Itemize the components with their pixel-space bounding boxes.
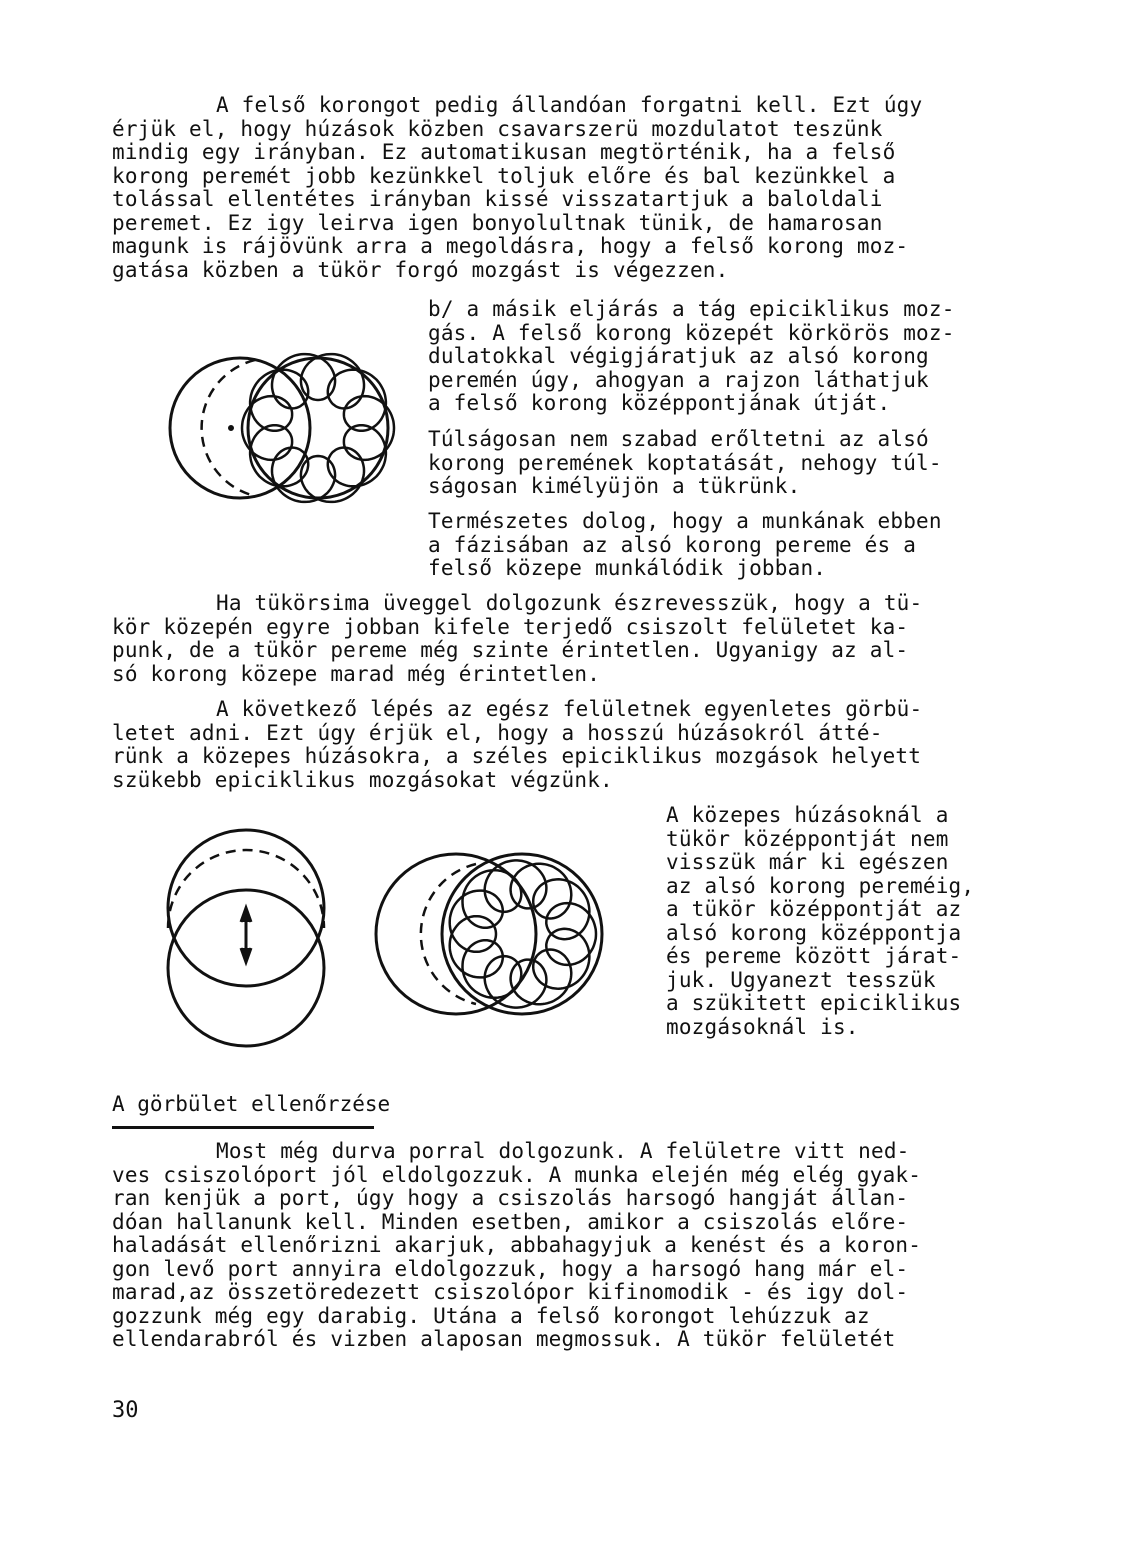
text-line: gon levő port annyira eldolgozzuk, hogy a harsogó hang már el-: [112, 1256, 909, 1281]
text-line: visszük már ki egészen: [666, 850, 949, 874]
text-line: a fázisában az alsó korong pereme és a: [428, 532, 917, 557]
text-line: só korong közepe marad még érintetlen.: [112, 661, 601, 686]
text-line: a tükör középpontját az: [666, 897, 962, 921]
text-line: rünk a közepes húzásokra, a széles epiciklikus mozgások helyett: [112, 744, 922, 768]
epicyclic-loop-path: [450, 860, 596, 1007]
text-line: mindig egy irányban. Ez automatikusan megtörténik, ha a felső: [112, 140, 896, 164]
text-line: szükebb epiciklikus mozgásokat végzünk.: [112, 767, 613, 792]
text-line: letet adni. Ezt úgy érjük el, hogy a hosszú húzásokról átté-: [112, 720, 883, 745]
text-line: Ha tükörsima üveggel dolgozunk észrevesszük, hogy a tü-: [216, 591, 923, 615]
figure-narrow-epicyclic: [376, 826, 666, 1046]
text-line: tolással ellentétes irányban kissé visszatartjuk a baloldali: [112, 187, 883, 211]
text-line: kör közepén egyre jobban kifele terjedő csiszolt felületet ka-: [112, 614, 909, 639]
section-heading: A görbület ellenőrzése: [112, 1092, 391, 1116]
text-line: dóan hallanunk kell. Minden esetben, amikor a csiszolás előre-: [112, 1209, 909, 1234]
heading-underline: [112, 1126, 374, 1129]
paragraph-7: [666, 804, 974, 1039]
text-line: marad,az összetöredezett csiszolópor kifinomodik - és igy dol-: [112, 1280, 909, 1304]
paragraph-2: [428, 298, 955, 416]
text-line: felső közepe munkálódik jobban.: [428, 556, 827, 580]
text-line: az alsó korong pereméig,: [666, 873, 975, 898]
text-line: juk. Ugyanezt tesszük: [666, 967, 936, 992]
lower-disc-circle: [170, 358, 310, 498]
epicyclic-loop-path: [242, 354, 394, 502]
text-line: Most még durva porral dolgozunk. A felületre vitt ned-: [216, 1139, 910, 1163]
text-line: peremet. Ez igy leirva igen bonyolultnak tünik, de hamarosan: [112, 210, 883, 235]
text-line: dulatokkal végigjáratjuk az alsó korong: [428, 344, 929, 368]
text-line: A közepes húzásoknál a: [666, 803, 949, 827]
text-line: alsó korong középpontja: [666, 920, 962, 945]
paragraph-4: [428, 510, 942, 581]
text-line: tükör középpontját nem: [666, 826, 949, 851]
text-line: ves csiszolóport jól eldolgozzuk. A munka elején még elég gyak-: [112, 1162, 922, 1187]
arrow-head-down: [241, 948, 251, 962]
paragraph-6: [112, 698, 922, 792]
text-line: ran kenjük a port, úgy hogy a csiszolás harsogó hangját állan-: [112, 1186, 909, 1210]
text-line: haladását ellenőrizni akarjuk, abbahagyjuk a kenést és a koron-: [112, 1233, 922, 1257]
text-line: Természetes dolog, hogy a munkának ebben: [428, 509, 942, 533]
text-line: gás. A felső korong közepét körkörös moz-: [428, 320, 955, 345]
paragraph-1: [112, 94, 922, 282]
page-number: 30: [112, 1398, 139, 1423]
lower-disc-circle: [376, 854, 536, 1014]
text-line: A felső korongot pedig állandóan forgatni kell. Ezt úgy: [216, 93, 923, 117]
text-line: a felső korong középpontjának útját.: [428, 391, 891, 415]
text-line: a szükitett epiciklikus: [666, 991, 962, 1015]
text-line: mozgásoknál is.: [666, 1014, 859, 1039]
text-line: peremén úgy, ahogyan a rajzon láthatjuk: [428, 367, 929, 392]
arrow-head-up: [241, 908, 251, 922]
text-line: korong peremének koptatását, nehogy túl-: [428, 450, 942, 475]
text-line: Túlságosan nem szabad erőltetni az alsó: [428, 427, 929, 451]
paragraph-5: [112, 592, 922, 686]
figure-wide-epicyclic: [160, 340, 400, 520]
text-line: magunk is rájövünk arra a megoldásra, hogy a felső korong moz-: [112, 234, 909, 258]
text-line: punk, de a tükör pereme még szinte érintetlen. Ugyanigy az al-: [112, 638, 909, 662]
upper-disc-circle: [248, 358, 388, 498]
text-line: ellendarabról és vizben alaposan megmossuk. A tükör felületét: [112, 1327, 896, 1351]
figure-medium-strokes: [158, 828, 338, 1048]
text-line: korong peremét jobb kezünkkel toljuk előre és bal kezünkkel a: [112, 163, 896, 188]
center-dot: [229, 426, 234, 431]
text-line: ságosan kimélyüjön a tükrünk.: [428, 474, 801, 498]
text-line: és pereme között járat-: [666, 944, 962, 968]
text-line: érjük el, hogy húzások közben csavarszerü mozdulatot teszünk: [112, 116, 883, 141]
paragraph-3: [428, 428, 942, 499]
paragraph-8: [112, 1140, 921, 1352]
text-line: A következő lépés az egész felületnek egyenletes görbü-: [216, 697, 923, 721]
text-line: gozzunk még egy darabig. Utána a felső korongot lehúzzuk az: [112, 1303, 870, 1328]
text-line: gatása közben a tükör forgó mozgást is végezzen.: [112, 257, 729, 282]
text-line: b/ a másik eljárás a tág epiciklikus moz-: [428, 297, 955, 321]
